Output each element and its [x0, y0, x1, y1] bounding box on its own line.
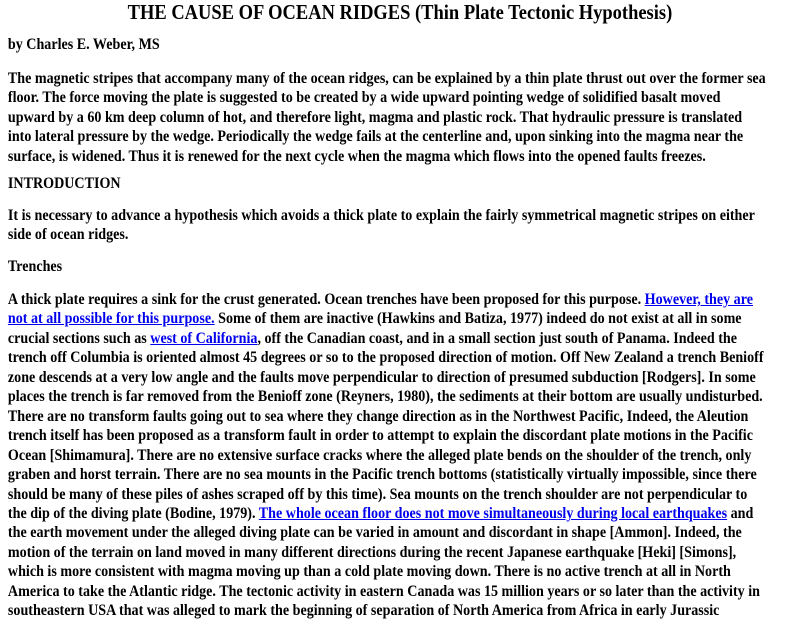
text-run: crucial sections such as	[7, 329, 151, 347]
page-title: THE CAUSE OF OCEAN RIDGES (Thin Plate Tectonic Hypothesis)	[127, 0, 673, 24]
text-line: southeastern USA that was alleged to mark the beginning of separation of North America from Africa in early Jurassic	[7, 602, 720, 620]
link-not-possible-cont[interactable]: not at all possible for this purpose.	[7, 310, 215, 328]
text-line: floor. The force moving the plate is suggested to be created by a wide upward pointing wedge of solidified basalt moved	[7, 89, 721, 107]
text-line: trench itself has been proposed as a transform fault in order to attempt to explain the discordant plate motions in the Pacific	[7, 427, 753, 445]
text-line: Ocean [Shimamura]. There are no extensive surface cracks where the alleged plate bends on the shoulder of the trench, only	[7, 446, 752, 464]
text-line: which is more consistent with magma moving up than a cold plate moving down. There is no active trench at all in North	[7, 563, 731, 581]
section-heading-trenches: Trenches	[7, 258, 63, 275]
text-line: graben and horst terrain. There are no sea mounts in the Pacific trench bottoms (statistically virtually impossible, since there	[7, 466, 757, 484]
text-run: Some of them are inactive (Hawkins and Batiza, 1977) indeed do not exist at all in some	[214, 310, 742, 328]
text-line: surface, is widened. Thus it is renewed for the next cycle when the magma which flows into the opened faults freezes.	[7, 147, 706, 165]
text-run: and	[727, 504, 754, 522]
text-line: The magnetic stripes that accompany many of the ocean ridges, can be explained by a thin plate thrust out over the former sea	[7, 70, 766, 87]
introduction-paragraph	[8, 206, 755, 245]
text-line: the earth movement under the alleged diving plate can be varied in amount and discordant in shape [Ammon]. Indeed, the	[7, 524, 742, 542]
author-byline: by Charles E. Weber, MS	[7, 36, 160, 53]
text-line: places the trench is far removed from the Benioff zone (Reyners, 1980), the sediments at their bottom are usually undisturbed.	[7, 388, 763, 406]
text-line: zone descends at a very low angle and the faults move perpendicular to direction of presumed subduction [Rodgers]. In some	[7, 368, 756, 386]
text-run: , off the Canadian coast, and in a small section just south of Panama. Indeed the	[257, 329, 737, 347]
text-line: There are no transform faults going out to sea where they change direction as in the Northwest Pacific, Indeed, the Aleution	[7, 407, 749, 425]
text-run: the dip of the diving plate (Bodine, 1979).	[7, 504, 259, 522]
text-line: into lateral pressure by the wedge. Periodically the wedge fails at the centerline and, upon sinking into the magma near the	[7, 128, 744, 146]
link-not-possible[interactable]: However, they are	[644, 291, 753, 308]
text-line: It is necessary to advance a hypothesis which avoids a thick plate to explain the fairly symmetrical magnetic stripes on either	[7, 207, 755, 224]
text-line: America to take the Atlantic ridge. The tectonic activity in eastern Canada was 15 million years or so later than the activity in	[7, 582, 760, 600]
text-line: trench off Columbia is oriented almost 45 degrees or so to the proposed direction of motion. Off New Zealand a trench Benioff	[7, 349, 764, 367]
trenches-paragraph	[8, 290, 764, 621]
text-line: side of ocean ridges.	[7, 226, 129, 244]
text-line: motion of the terrain on land moved in many different directions during the recent Japanese earthquake [Heki] [Simons],	[7, 543, 737, 561]
text-line: should be many of these piles of ashes scraped off by this time). Sea mounts on the trench shoulder are not perpendicular to	[7, 485, 748, 503]
text-run: A thick plate requires a sink for the crust generated. Ocean trenches have been proposed for this purpose.	[7, 291, 645, 308]
link-west-of-california[interactable]: west of California	[150, 329, 258, 347]
link-ocean-floor-earthquakes[interactable]: The whole ocean floor does not move simultaneously during local earthquakes	[258, 504, 728, 522]
section-heading-introduction: INTRODUCTION	[7, 175, 121, 192]
abstract-paragraph	[8, 69, 766, 166]
text-line: upward by a 60 km deep column of hot, and therefore light, magma and plastic rock. That hydraulic pressure is translated	[7, 108, 743, 126]
